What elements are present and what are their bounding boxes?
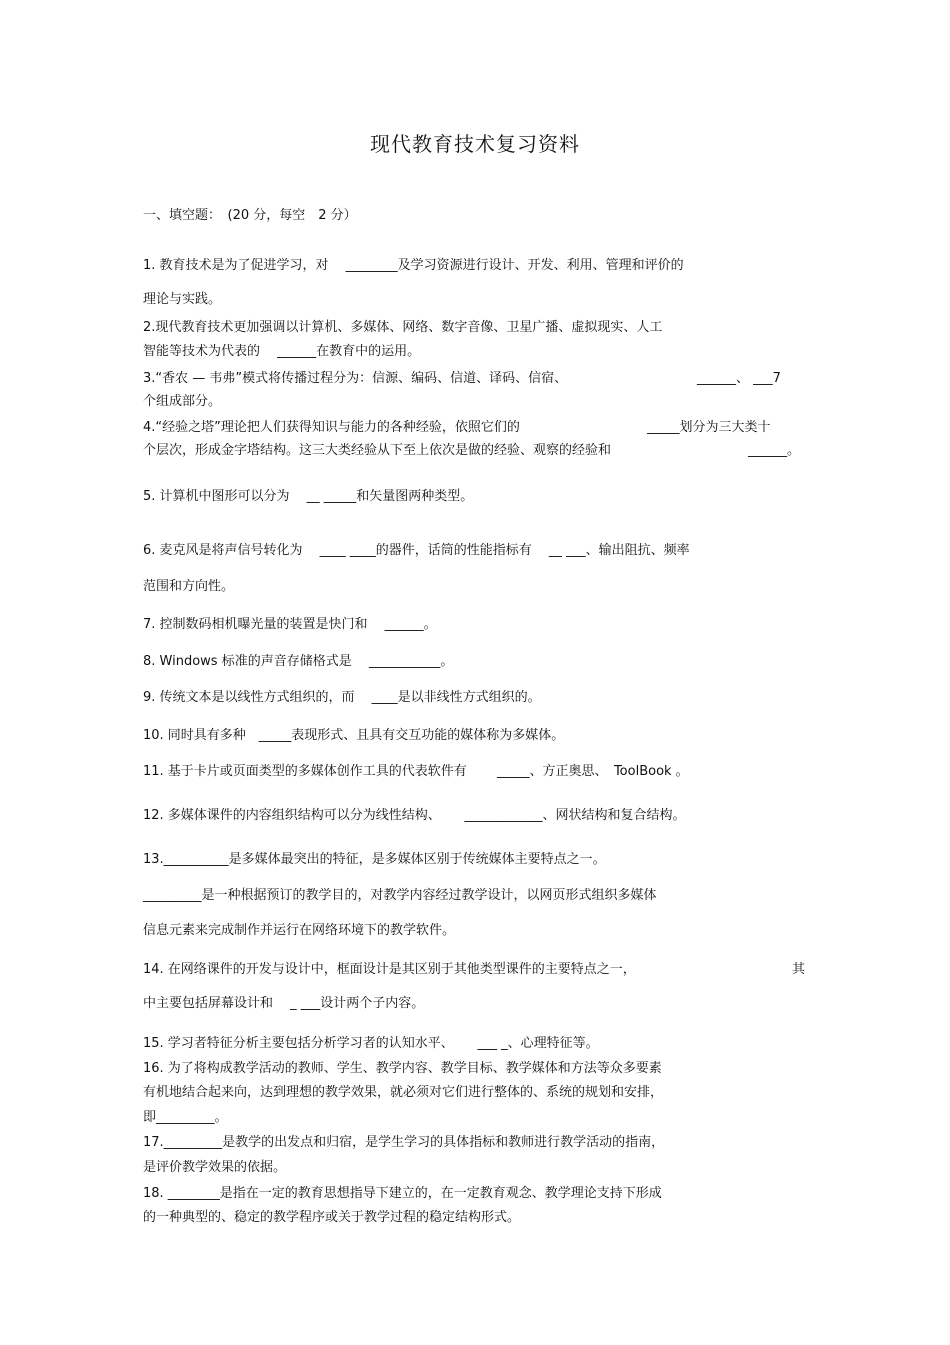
question-14-line-2: 中主要包括屏幕设计和 _ ___设计两个子内容。 (143, 996, 425, 1011)
question-13-line-1: 13.__________是多媒体最突出的特征，是多媒体区别于传统媒体主要特点之一。 (143, 852, 606, 867)
question-3-line-2: 个组成部分。 (143, 394, 222, 409)
question-6-line-2: 范围和方向性。 (143, 579, 235, 594)
question-3-blanks: ______、 ___7 (697, 371, 781, 386)
question-3-line-1: 3.“香农 — 韦弗”模式将传播过程分为：信源、编码、信道、译码、信宿、 (143, 371, 568, 386)
question-10: 10. 同时具有多种 _____表现形式、且具有交互功能的媒体称为多媒体。 (143, 728, 565, 743)
question-13-line-3: 信息元素来完成制作并运行在网络环境下的教学软件。 (143, 923, 456, 938)
question-4-line-1: 4.“经验之塔”理论把人们获得知识与能力的各种经验，依照它们的 (143, 420, 520, 435)
question-12: 12. 多媒体课件的内容组织结构可以分为线性结构、 ____________、网状结构和复合结构。 (143, 808, 686, 823)
question-11: 11. 基于卡片或页面类型的多媒体创作工具的代表软件有 _____、方正奥思、 ToolBook 。 (143, 764, 689, 779)
question-2-line-2: 智能等技术为代表的 ______在教育中的运用。 (143, 344, 421, 359)
question-16-line-3: 即_________。 (143, 1110, 228, 1125)
question-1-line-1: 1. 教育技术是为了促进学习，对 ________及学习资源进行设计、开发、利用、管理和评价的 (143, 258, 684, 273)
question-7: 7. 控制数码相机曝光量的装置是快门和 ______。 (143, 617, 437, 632)
question-14-line-1-end: 其 (792, 962, 806, 977)
question-8: 8. Windows 标准的声音存储格式是 ___________。 (143, 654, 454, 669)
question-17-line-1: 17._________是教学的出发点和归宿，是学生学习的具体指标和教师进行教学活动的指南， (143, 1135, 665, 1150)
question-1-line-2: 理论与实践。 (143, 292, 222, 307)
question-16-line-1: 16. 为了将构成教学活动的教师、学生、教学内容、教学目标、教学媒体和方法等众多要素 (143, 1061, 662, 1076)
question-13-line-2: _________是一种根据预订的教学目的，对教学内容经过教学设计，以网页形式组织多媒体 (143, 888, 657, 903)
question-5: 5. 计算机中图形可以分为 __ _____和矢量图两种类型。 (143, 489, 474, 504)
question-9: 9. 传统文本是以线性方式组织的，而 ____是以非线性方式组织的。 (143, 690, 541, 705)
question-4-line-2: 个层次，形成金字塔结构。这三大类经验从下至上依次是做的经验、观察的经验和 (143, 443, 612, 458)
page-title: 现代教育技术复习资料 (370, 132, 580, 156)
question-6-line-1: 6. 麦克风是将声信号转化为 ____ ____的器件，话筒的性能指标有 __ ___、输出阻抗、频率 (143, 543, 690, 558)
question-14-line-1: 14. 在网络课件的开发与设计中，框面设计是其区别于其他类型课件的主要特点之一， (143, 962, 636, 977)
question-15: 15. 学习者特征分析主要包括分析学习者的认知水平、 ___ _、心理特征等。 (143, 1036, 599, 1051)
question-2-line-1: 2.现代教育技术更加强调以计算机、多媒体、网络、数字音像、卫星广播、虚拟现实、人工 (143, 320, 663, 335)
question-4-blank-2: ______。 (748, 443, 801, 458)
question-17-line-2: 是评价教学效果的依据。 (143, 1160, 287, 1175)
question-18-line-1: 18. ________是指在一定的教育思想指导下建立的，在一定教育观念、教学理论支持下形成 (143, 1186, 662, 1201)
section-heading: 一、填空题： (20 分，每空 2 分） (143, 208, 357, 223)
question-16-line-2: 有机地结合起来向，达到理想的教学效果，就必须对它们进行整体的、系统的规划和安排， (143, 1085, 664, 1100)
question-18-line-2: 的一种典型的、稳定的教学程序或关于教学过程的稳定结构形式。 (143, 1210, 521, 1225)
question-4-blank-1: _____划分为三大类十 (647, 420, 771, 435)
